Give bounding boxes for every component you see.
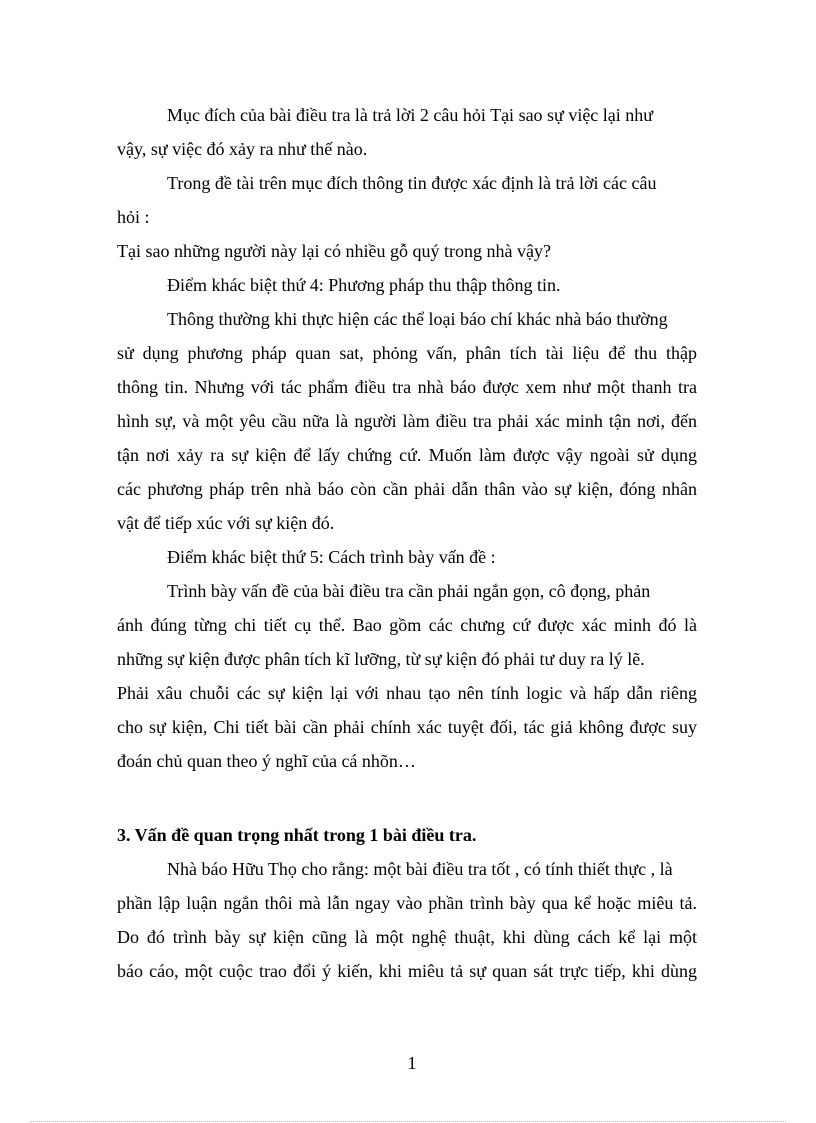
- text-line: Điểm khác biệt thứ 5: Cách trình bày vấn đề :: [167, 547, 496, 567]
- text-line: những sự kiện được phân tích kĩ lưỡng, từ sự kiện đó phải tư duy ra lý lẽ.: [117, 649, 645, 669]
- text-line: các phương pháp trên nhà báo còn cần phải dẫn thân vào sự kiện, đóng nhân: [117, 479, 697, 499]
- text-line: thông tin. Nhưng với tác phẩm điều tra nhà báo được xem như một thanh tra: [117, 377, 697, 397]
- text-line: sử dụng phương pháp quan sat, phỏng vấn, phân tích tài liệu để thu thập: [117, 343, 697, 363]
- text-line: vậy, sự việc đó xảy ra như thế nào.: [117, 139, 368, 159]
- text-line: phần lập luận ngắn thôi mà lẫn ngay vào phần trình bày qua kể hoặc miêu tả.: [117, 893, 697, 913]
- text-line: báo cáo, một cuộc trao đổi ý kiến, khi miêu tả sự quan sát trực tiếp, khi dùng: [117, 961, 697, 981]
- page-number: 1: [407, 1053, 417, 1073]
- page-bottom-rule: [30, 1121, 786, 1122]
- text-line: Mục đích của bài điều tra là trả lời 2 câu hỏi Tại sao sự việc lại như: [167, 105, 654, 125]
- text-line: hình sự, và một yêu cầu nữa là người làm điều tra phải xác minh tận nơi, đến: [117, 411, 697, 431]
- text-line: Phải xâu chuỗi các sự kiện lại với nhau tạo nên tính logic và hấp dẫn riêng: [117, 683, 697, 703]
- text-line: cho sự kiện, Chi tiết bài cần phải chính xác tuyệt đối, tác giả không được suy: [117, 717, 697, 737]
- text-line: Trình bày vấn đề của bài điều tra cần phải ngắn gọn, cô đọng, phản: [167, 581, 651, 601]
- text-line: Thông thường khi thực hiện các thể loại báo chí khác nhà báo thường: [167, 309, 668, 329]
- text-line: Do đó trình bày sự kiện cũng là một nghệ thuật, khi dùng cách kể lại một: [117, 927, 697, 947]
- text-line: ánh đúng từng chi tiết cụ thể. Bao gồm các chưng cứ được xác minh đó là: [117, 615, 697, 635]
- text-line: vật để tiếp xúc với sự kiện đó.: [117, 513, 335, 533]
- section-heading: 3. Vấn đề quan trọng nhất trong 1 bài điều tra.: [117, 825, 477, 845]
- text-line: đoán chủ quan theo ý nghĩ của cá nhõn…: [117, 751, 416, 771]
- text-line: tận nơi xảy ra sự kiện để lấy chứng cứ. Muốn làm được vậy ngoài sử dụng: [117, 445, 697, 465]
- text-line: Điểm khác biệt thứ 4: Phương pháp thu thập thông tin.: [167, 275, 561, 295]
- text-line: Tại sao những người này lại có nhiều gỗ quý trong nhà vậy?: [117, 241, 551, 261]
- text-line: hỏi :: [117, 207, 150, 227]
- text-line: Trong đề tài trên mục đích thông tin được xác định là trả lời các câu: [167, 173, 657, 193]
- text-line: Nhà báo Hữu Thọ cho rằng: một bài điều tra tốt , có tính thiết thực , là: [167, 859, 673, 879]
